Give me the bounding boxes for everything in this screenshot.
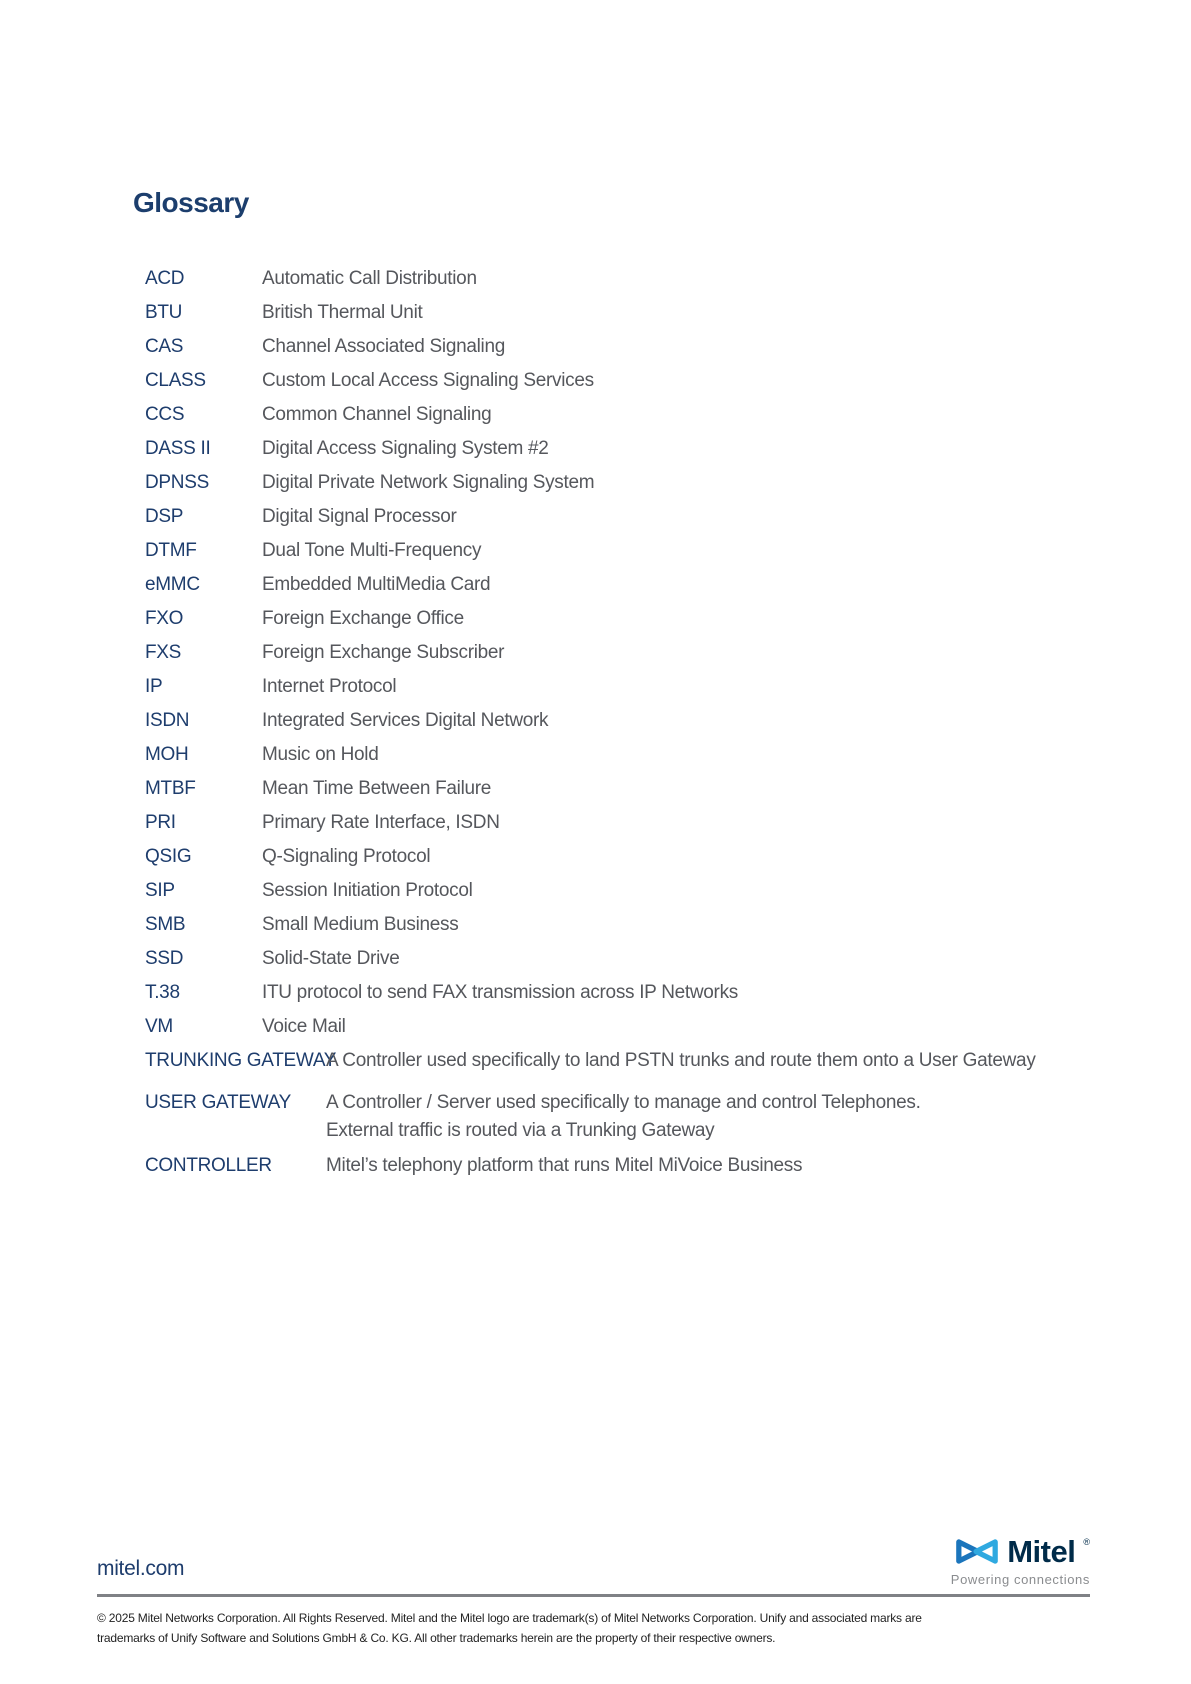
glossary-term: CCS xyxy=(145,404,185,425)
glossary-definition: Digital Private Network Signaling System xyxy=(262,472,595,493)
copyright xyxy=(97,1608,1090,1648)
glossary-definition: Dual Tone Multi-Frequency xyxy=(262,540,482,561)
glossary-definition: Primary Rate Interface, ISDN xyxy=(262,812,500,833)
glossary-row xyxy=(145,466,1111,500)
glossary-definition: Foreign Exchange Office xyxy=(262,608,464,629)
glossary-row xyxy=(145,262,1111,296)
glossary-term: QSIG xyxy=(145,846,192,867)
footer xyxy=(97,1536,1090,1648)
glossary-term: ACD xyxy=(145,268,185,289)
glossary-definition: Voice Mail xyxy=(262,1016,346,1037)
glossary-row xyxy=(145,738,1111,772)
glossary-definition: Mitel’s telephony platform that runs Mitel MiVoice Business xyxy=(326,1155,803,1176)
glossary-row xyxy=(145,500,1111,534)
glossary-row xyxy=(145,976,1111,1010)
glossary-definition: Internet Protocol xyxy=(262,676,397,697)
glossary-row xyxy=(145,296,1111,330)
glossary-term: FXS xyxy=(145,642,182,663)
glossary-definition: Common Channel Signaling xyxy=(262,404,492,425)
glossary-row xyxy=(145,908,1111,942)
glossary-row xyxy=(145,568,1111,602)
registered-trademark-mark: ® xyxy=(1083,1537,1090,1547)
glossary-term: CLASS xyxy=(145,370,206,391)
page-title: Glossary xyxy=(133,187,249,218)
glossary-row xyxy=(145,1149,1111,1183)
logo-tagline: Powering connections xyxy=(950,1572,1090,1587)
glossary-row xyxy=(145,364,1111,398)
glossary-definition: Channel Associated Signaling xyxy=(262,336,505,357)
glossary-term: DASS II xyxy=(145,438,211,459)
glossary-term: DTMF xyxy=(145,540,197,561)
copyright-line-2: trademarks of Unify Software and Solutions GmbH & Co. KG. All other trademarks herein are the property of their respective owners. xyxy=(97,1631,776,1645)
mitel-com-link[interactable]: mitel.com xyxy=(97,1557,185,1580)
mitel-bowtie-icon xyxy=(955,1537,999,1566)
glossary-term: PRI xyxy=(145,812,176,833)
glossary-term: CONTROLLER xyxy=(145,1155,272,1176)
glossary-term: VM xyxy=(145,1016,173,1037)
glossary-row xyxy=(145,772,1111,806)
glossary-definition: Digital Access Signaling System #2 xyxy=(262,438,549,459)
glossary-row xyxy=(145,602,1111,636)
glossary-definition: British Thermal Unit xyxy=(262,302,423,323)
glossary-definition: Embedded MultiMedia Card xyxy=(262,574,491,595)
glossary-row xyxy=(145,840,1111,874)
glossary-term: SSD xyxy=(145,948,184,969)
glossary-term: ISDN xyxy=(145,710,190,731)
glossary-definition: Session Initiation Protocol xyxy=(262,880,473,901)
glossary-term: eMMC xyxy=(145,574,200,595)
glossary-list xyxy=(145,262,1111,1183)
glossary-row xyxy=(145,1010,1111,1044)
glossary-term: USER GATEWAY xyxy=(145,1092,291,1113)
glossary-definition: Integrated Services Digital Network xyxy=(262,710,549,731)
glossary-row xyxy=(145,398,1111,432)
glossary-definition: A Controller / Server used specifically to manage and control Telephones. External traffic is routed via a Trunking Gateway xyxy=(326,1092,921,1141)
footer-top xyxy=(97,1536,1090,1587)
glossary-term: BTU xyxy=(145,302,183,323)
glossary-row xyxy=(145,636,1111,670)
glossary-term: SIP xyxy=(145,880,175,901)
glossary-row xyxy=(145,806,1111,840)
glossary-row xyxy=(145,874,1111,908)
glossary-definition: A Controller used specifically to land PSTN trunks and route them onto a User Gateway xyxy=(326,1050,1036,1071)
glossary-row xyxy=(145,670,1111,704)
glossary-definition: Mean Time Between Failure xyxy=(262,778,492,799)
page-content xyxy=(133,0,1111,1183)
glossary-term: CAS xyxy=(145,336,184,357)
glossary-definition: Solid-State Drive xyxy=(262,948,400,969)
glossary-definition: ITU protocol to send FAX transmission across IP Networks xyxy=(262,982,738,1003)
glossary-definition: Automatic Call Distribution xyxy=(262,268,477,289)
glossary-definition: Custom Local Access Signaling Services xyxy=(262,370,594,391)
glossary-term: MTBF xyxy=(145,778,196,799)
glossary-term: DSP xyxy=(145,506,184,527)
glossary-row xyxy=(145,432,1111,466)
footer-rule xyxy=(97,1594,1090,1597)
glossary-term: SMB xyxy=(145,914,186,935)
glossary-row xyxy=(145,330,1111,364)
glossary-definition: Digital Signal Processor xyxy=(262,506,457,527)
glossary-row xyxy=(145,534,1111,568)
glossary-definition: Music on Hold xyxy=(262,744,379,765)
glossary-definition: Small Medium Business xyxy=(262,914,459,935)
glossary-definition: Q-Signaling Protocol xyxy=(262,846,431,867)
glossary-term: TRUNKING GATEWAY xyxy=(145,1050,337,1071)
glossary-term: FXO xyxy=(145,608,184,629)
glossary-term: MOH xyxy=(145,744,189,765)
mitel-wordmark: Mitel xyxy=(1007,1534,1076,1569)
glossary-row xyxy=(145,1086,1111,1145)
glossary-row xyxy=(145,704,1111,738)
glossary-term: DPNSS xyxy=(145,472,209,493)
glossary-term: IP xyxy=(145,676,163,697)
glossary-definition: Foreign Exchange Subscriber xyxy=(262,642,505,663)
mitel-logo xyxy=(951,1536,1090,1587)
glossary-term: T.38 xyxy=(145,982,180,1003)
glossary-row xyxy=(145,942,1111,976)
mitel-logo-row xyxy=(951,1536,1090,1567)
copyright-line-1: © 2025 Mitel Networks Corporation. All Rights Reserved. Mitel and the Mitel logo are trademark(s) of Mitel Networks Corporation. Unify and associated marks are xyxy=(97,1611,922,1625)
glossary-row xyxy=(145,1044,1111,1078)
